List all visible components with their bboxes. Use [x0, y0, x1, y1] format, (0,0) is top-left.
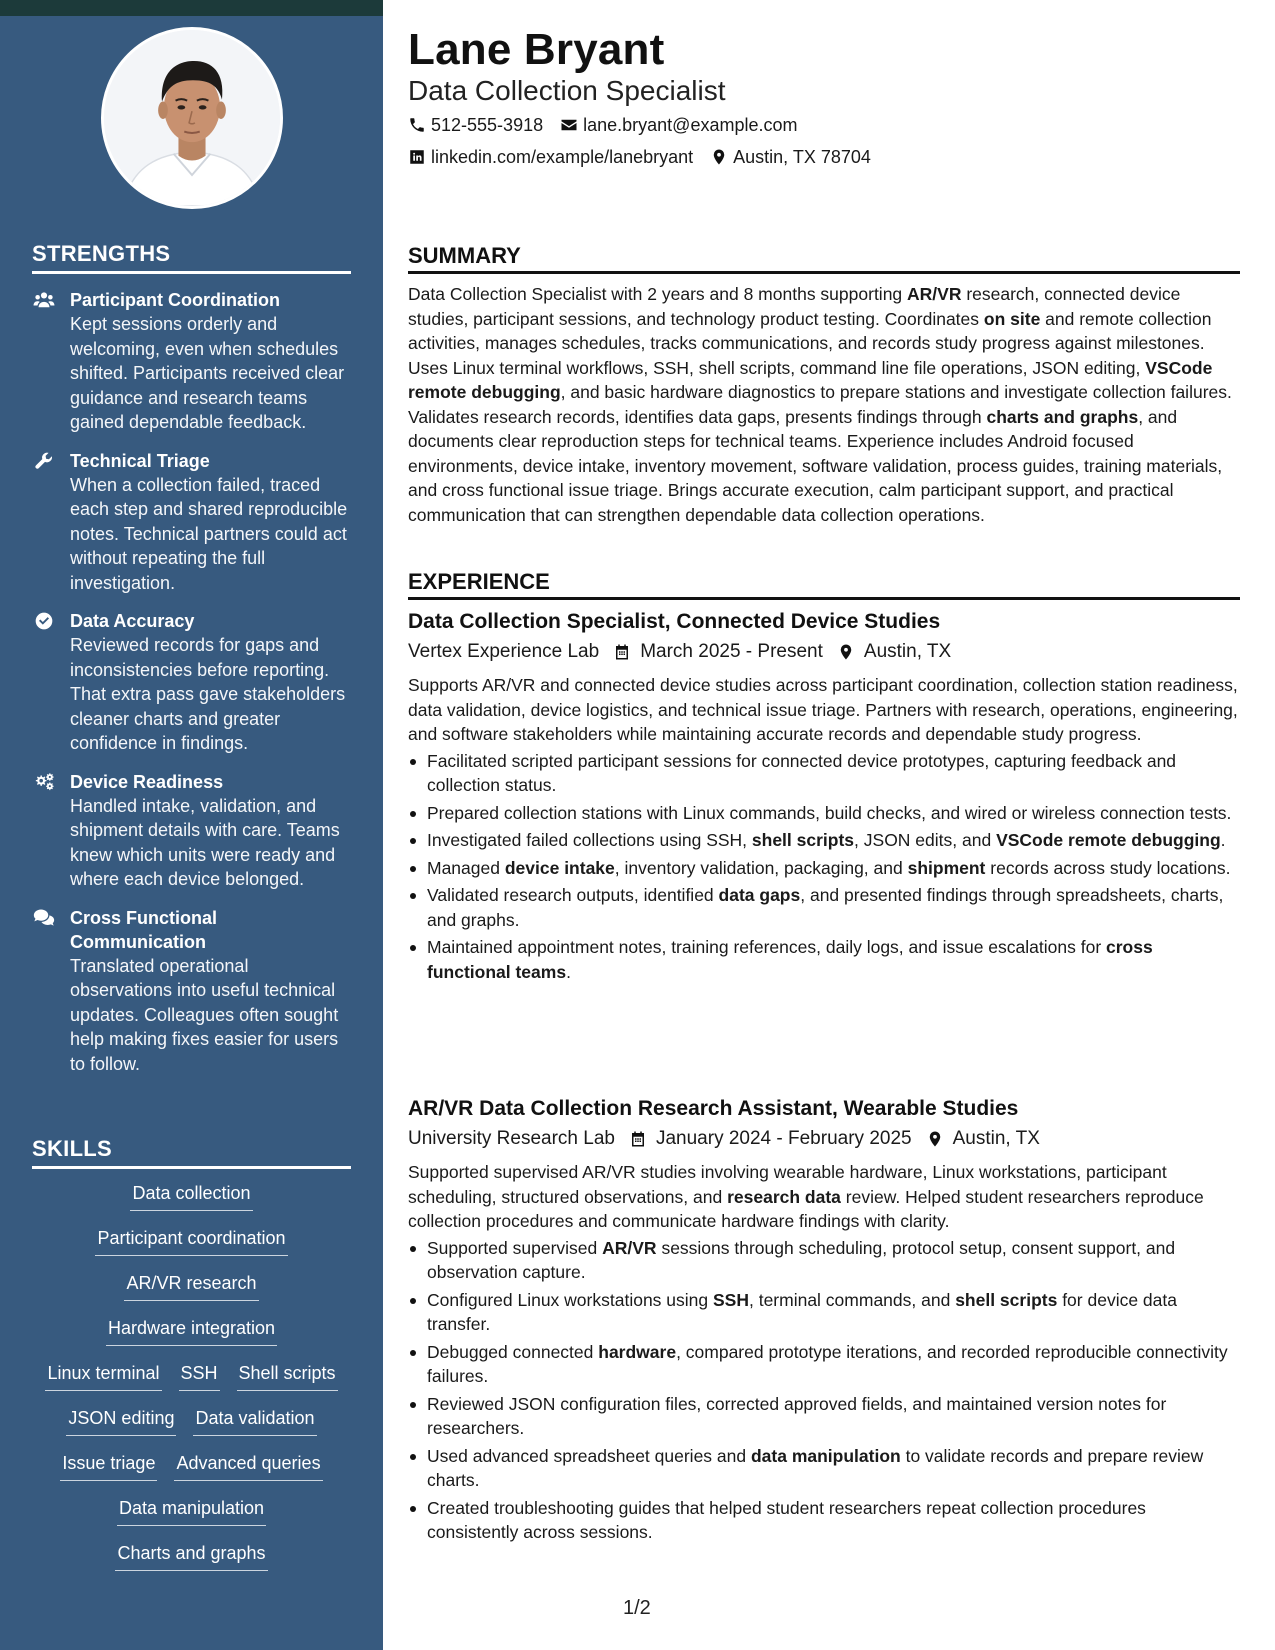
calendar-icon: [629, 1130, 647, 1148]
text-run: , and basic hardware diagnostics to prepare stations and investigate collection failures. Validates research records, identifies data gaps, presents findings through: [408, 382, 1232, 427]
strength-title: Device Readiness: [70, 771, 224, 792]
text-run: sessions through scheduling, protocol setup, consent support, and observation capture.: [427, 1237, 1176, 1282]
bullet-item: [408, 801, 1240, 826]
skill-tag: Data validation: [193, 1406, 316, 1436]
job-location: Austin, TX: [952, 1128, 1040, 1149]
job-description: [408, 1160, 1240, 1234]
bold-text: cross functional teams: [427, 937, 1153, 982]
strength-title: Participant Coordination: [70, 290, 281, 310]
job-description: Supports AR/VR and connected device studies across participant coordination, collection station readiness, data validation, device logistics, and technical issue triage. Partners with research, operations, engineering, and software stakeholders while maintaining accurate records and dependable study progress.: [408, 675, 1238, 744]
text-run: Data Collection Specialist with 2 years and 8 months supporting: [408, 284, 908, 304]
text-run: , inventory validation, packaging, and: [614, 857, 908, 878]
bold-text: shipment: [907, 857, 986, 878]
bold-text: research data: [727, 1186, 841, 1207]
skill-tag: JSON editing: [66, 1406, 176, 1436]
bullet-item: [408, 1340, 1240, 1389]
skill-tag: Advanced queries: [174, 1451, 322, 1481]
text-run: Supported supervised AR/VR studies involving wearable hardware, Linux workstations, participant scheduling, structured observations, and: [408, 1162, 1167, 1207]
email-text: lane.bryant@example.com: [583, 115, 798, 135]
strength-item: [32, 449, 351, 596]
job-company: University Research Lab: [408, 1128, 615, 1149]
text-run: and remote collection activities, manages schedules, tracks communications, and records study progress against milestones. Uses Linux terminal workflows, SSH, shell scripts, command line file operations, JSON editing,: [408, 308, 1212, 378]
profile-photo-illustration: [104, 30, 280, 206]
strengths-section: [32, 241, 351, 1076]
bullet-item: [408, 1444, 1240, 1493]
strength-item: [32, 770, 351, 892]
strength-body: [70, 288, 351, 435]
bold-text: on site: [983, 308, 1041, 329]
bullet-item: [408, 856, 1240, 881]
phone-text: 512-555-3918: [431, 115, 544, 135]
experience-heading: EXPERIENCE: [408, 568, 1240, 600]
skill-tag: Data collection: [130, 1181, 252, 1211]
text-run: for device data transfer.: [427, 1289, 1177, 1334]
contact-row-primary: [408, 113, 814, 137]
bullet-item: [408, 828, 1240, 853]
summary-paragraph: [408, 282, 1240, 527]
bold-text: shell scripts: [751, 830, 855, 850]
text-run: review. Helped student researchers reproduce collection procedures and communicate hardware findings with clarity.: [408, 1186, 1204, 1231]
map-pin-icon: [710, 148, 728, 166]
strength-title: Data Accuracy: [70, 611, 195, 631]
text-run: Debugged connected: [427, 1341, 599, 1362]
contact-email[interactable]: [560, 113, 797, 137]
skill-tag: Hardware integration: [106, 1316, 277, 1346]
skill-tag: SSH: [179, 1361, 220, 1391]
bold-text: shell scripts: [955, 1289, 1058, 1310]
text-run: Reviewed JSON configuration files, corrected approved fields, and maintained version notes for researchers.: [427, 1393, 1167, 1438]
skill-tag: Linux terminal: [45, 1361, 161, 1391]
bold-text: hardware: [598, 1341, 677, 1362]
bold-text: data gaps: [718, 885, 801, 905]
strengths-heading: STRENGTHS: [32, 241, 351, 274]
skill-tag: Data manipulation: [117, 1496, 266, 1526]
bold-text: data manipulation: [750, 1445, 901, 1466]
page-number: 1/2: [623, 1597, 651, 1619]
text-run: Used advanced spreadsheet queries and: [427, 1445, 751, 1466]
text-run: research, connected device studies, participant sessions, and technology product testing. Coordinates: [408, 284, 1181, 329]
bold-text: VSCode remote debugging: [408, 357, 1213, 402]
strength-item: [32, 906, 351, 1077]
strength-description: Translated operational observations into useful technical updates. Colleagues often sought help making fixes easier for users to follow.: [70, 955, 339, 1074]
skill-row: [32, 1271, 351, 1316]
skill-row: [32, 1181, 351, 1226]
skill-tag: Charts and graphs: [115, 1541, 267, 1571]
map-pin-icon: [837, 643, 855, 661]
job-bullets: [408, 749, 1240, 985]
skill-row: [32, 1451, 351, 1496]
sidebar-top-bar: [0, 0, 383, 16]
bold-text: VSCode remote debugging: [996, 830, 1221, 850]
users-icon: [32, 288, 70, 435]
calendar-icon: [613, 643, 631, 661]
text-run: Supported supervised: [427, 1237, 603, 1258]
map-pin-icon: [926, 1130, 944, 1148]
text-run: Configured Linux workstations using: [427, 1289, 713, 1310]
job-location: Austin, TX: [863, 641, 952, 662]
strength-body: [70, 449, 351, 596]
skill-tag: Issue triage: [60, 1451, 157, 1481]
strength-title: Cross Functional Communication: [70, 907, 218, 952]
text-run: , terminal commands, and: [748, 1289, 956, 1310]
text-run: Managed: [427, 857, 505, 878]
text-run: Investigated failed collections using SSH,: [427, 830, 752, 850]
job-meta: [408, 639, 1240, 665]
job-title: Data Collection Specialist, Connected Device Studies: [408, 610, 941, 633]
linkedin-icon: [408, 148, 426, 166]
strength-body: [70, 770, 351, 892]
location-text: Austin, TX 78704: [733, 147, 871, 167]
skill-tag: Shell scripts: [237, 1361, 338, 1391]
sidebar: [0, 0, 383, 1650]
strengths-list: [32, 288, 351, 1076]
skill-row: [32, 1541, 351, 1586]
bold-text: SSH: [713, 1289, 749, 1310]
bullet-item: [408, 1496, 1240, 1545]
skill-row: [32, 1316, 351, 1361]
check-circle-icon: [32, 609, 70, 756]
job-entry-2: [408, 1095, 1240, 1548]
contact-phone[interactable]: [408, 113, 543, 137]
bold-text: device intake: [504, 857, 615, 878]
skill-row: [32, 1406, 351, 1451]
job-company: Vertex Experience Lab: [408, 641, 600, 662]
phone-icon: [408, 116, 426, 134]
job-dates: January 2024 - February 2025: [655, 1128, 912, 1149]
strength-title: Technical Triage: [70, 450, 210, 471]
bullet-item: [408, 1392, 1240, 1441]
profile-photo: [101, 27, 283, 209]
text-run: Created troubleshooting guides that helped student researchers repeat collection procedures consistently across sessions.: [427, 1497, 1146, 1542]
bullet-item: [408, 1236, 1240, 1285]
text-run: , JSON edits, and: [854, 830, 997, 850]
strength-item: [32, 288, 351, 435]
text-run: records across study locations.: [985, 857, 1231, 878]
skill-row: [32, 1361, 351, 1406]
skills-section: [32, 1136, 351, 1586]
strength-description: Reviewed records for gaps and inconsistencies before reporting. That extra pass gave stakeholders cleaner charts and greater confidence in findings.: [70, 635, 346, 753]
skill-row: [32, 1496, 351, 1541]
job-dates: March 2025 - Present: [640, 641, 823, 662]
job-bullets: [408, 1236, 1240, 1545]
summary-heading: SUMMARY: [408, 242, 1240, 274]
bold-text: AR/VR: [602, 1237, 657, 1258]
text-run: , compared prototype iterations, and recorded reproducible connectivity failures.: [427, 1341, 1228, 1386]
linkedin-text: linkedin.com/example/lanebryant: [431, 147, 694, 167]
job-title: AR/VR Data Collection Research Assistant, Wearable Studies: [408, 1097, 1019, 1120]
skill-row: [32, 1226, 351, 1271]
text-run: , and documents clear reproduction steps for technical teams. Experience includes Android focused environments, device intake, inventory movement, software validation, process guides, training materials, and cross functional issue triage. Brings accurate execution, calm participant support, and practical communication that can strengthen dependable data collection operations.: [408, 406, 1223, 525]
contact-row-secondary: [408, 145, 888, 169]
envelope-icon: [560, 116, 578, 134]
skills-list: [32, 1181, 351, 1586]
text-run: Prepared collection stations with Linux commands, build checks, and wired or wireless connection tests.: [427, 802, 1232, 823]
bold-text: AR/VR: [907, 284, 962, 304]
candidate-name: Lane Bryant: [408, 25, 665, 74]
text-run: Maintained appointment notes, training references, daily logs, and issue escalations for: [427, 937, 1107, 957]
strength-body: [70, 609, 351, 756]
strength-description: When a collection failed, traced each step and shared reproducible notes. Technical partners could act without repeating the full investigation.: [70, 474, 348, 593]
skill-tag: Participant coordination: [95, 1226, 287, 1256]
text-run: Validated research outputs, identified: [427, 885, 719, 905]
text-run: to validate records and prepare review charts.: [427, 1445, 1204, 1490]
bullet-item: [408, 883, 1240, 932]
candidate-role: Data Collection Specialist: [408, 75, 726, 106]
skills-heading: SKILLS: [32, 1136, 351, 1169]
bullet-item: [408, 935, 1240, 984]
job-meta: [408, 1126, 1240, 1152]
text-run: .: [566, 961, 571, 982]
text-run: Facilitated scripted participant sessions for connected device prototypes, capturing feedback and collection status.: [427, 750, 1177, 795]
contact-location: [710, 145, 871, 169]
bullet-item: [408, 749, 1240, 798]
gears-icon: [32, 770, 70, 892]
text-run: , and presented findings through spreadsheets, charts, and graphs.: [427, 885, 1224, 930]
contact-linkedin[interactable]: [408, 145, 693, 169]
strength-description: Kept sessions orderly and welcoming, even when schedules shifted. Participants received clear guidance and research teams gained dependable feedback.: [70, 314, 345, 432]
bold-text: charts and graphs: [986, 406, 1139, 427]
strength-item: [32, 609, 351, 756]
bullet-item: [408, 1288, 1240, 1337]
strength-body: [70, 906, 351, 1077]
comments-icon: [32, 906, 70, 1077]
job-entry-1: [408, 608, 1240, 987]
strength-description: Handled intake, validation, and shipment details with care. Teams knew which units were ready and where each device belonged.: [70, 795, 340, 889]
skill-tag: AR/VR research: [124, 1271, 258, 1301]
text-run: .: [1220, 830, 1226, 850]
wrench-icon: [32, 449, 70, 596]
